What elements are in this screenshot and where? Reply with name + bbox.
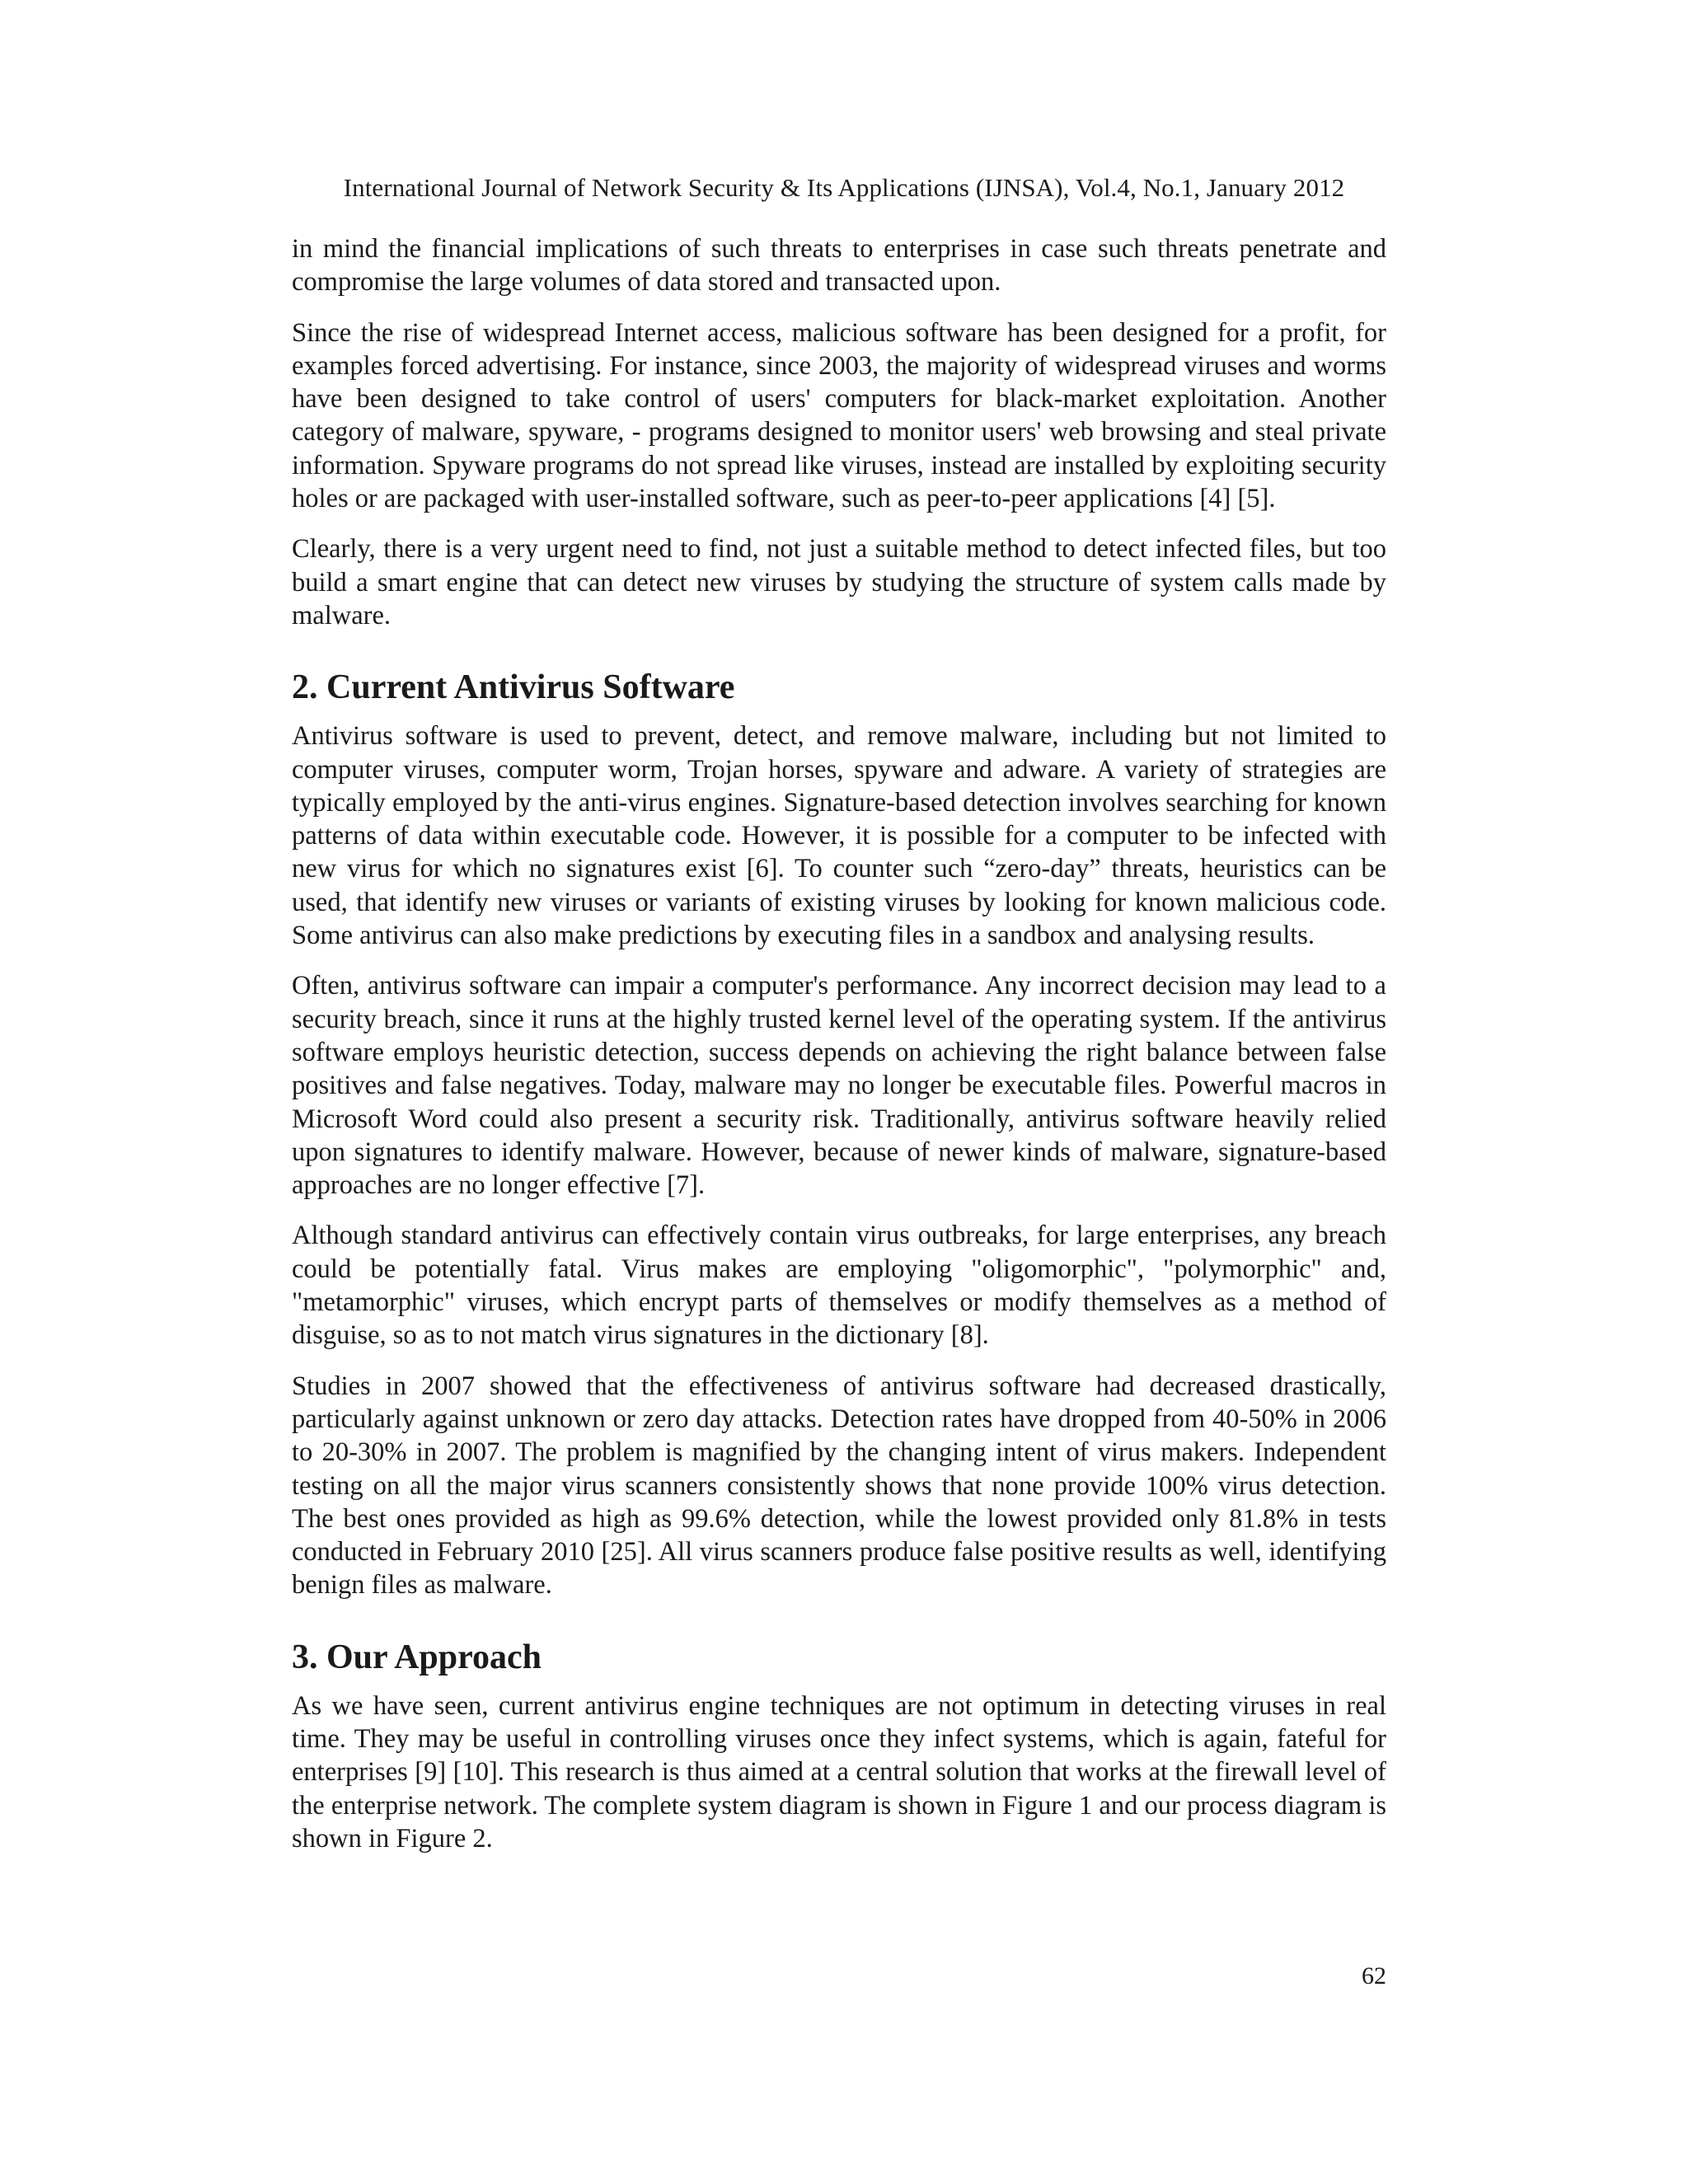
section-2-paragraph-4: Studies in 2007 showed that the effectiveness of antivirus software had decreased drastically, particularly against unknown or zero day attacks. Detection rates have dropped from 40-50% in 2006 to 20-30% in 2007. The problem is magnified by the changing intent of virus makers. Independent testing on all the major virus scanners consistently shows that none provide 100% virus detection. The best ones provided as high as 99.6% detection, while the lowest provided only 81.8% in tests conducted in February 2010 [25]. All virus scanners produce false positive results as well, identifying benign files as malware.	[292, 1371, 1386, 1601]
page-body	[292, 232, 1386, 1872]
section-2-paragraph-1: Antivirus software is used to prevent, detect, and remove malware, including but not limited to computer viruses, computer worm, Trojan horses, spyware and adware. A variety of strategies are typically employed by the anti-virus engines. Signature-based detection involves searching for known patterns of data within executable code. However, it is possible for a computer to be infected with new virus for which no signatures exist [6]. To counter such “zero-day” threats, heuristics can be used, that identify new viruses or variants of existing viruses by looking for known malicious code. Some antivirus can also make predictions by executing files in a sandbox and analysing results.	[292, 721, 1386, 951]
section-2-paragraph-2: Often, antivirus software can impair a computer's performance. Any incorrect decision may lead to a security breach, since it runs at the highly trusted kernel level of the operating system. If the antivirus software employs heuristic detection, success depends on achieving the right balance between false positives and false negatives. Today, malware may no longer be executable files. Powerful macros in Microsoft Word could also present a security risk. Traditionally, antivirus software heavily relied upon signatures to identify malware. However, because of newer kinds of malware, signature-based approaches are no longer effective [7].	[292, 971, 1386, 1201]
section-2-heading: 2. Current Antivirus Software	[292, 668, 735, 707]
intro-paragraph-1: in mind the financial implications of such threats to enterprises in case such threats penetrate and compromise the large volumes of data stored and transacted upon.	[292, 234, 1386, 298]
page-number: 62	[1362, 1962, 1386, 1990]
intro-paragraph-2: Since the rise of widespread Internet access, malicious software has been designed for a profit, for examples forced advertising. For instance, since 2003, the majority of widespread viruses and worms have been designed to take control of users' computers for black-market exploitation. Another category of malware, spyware, - programs designed to monitor users' web browsing and steal private information. Spyware programs do not spread like viruses, instead are installed by exploiting security holes or are packaged with user-installed software, such as peer-to-peer applications [4] [5].	[292, 317, 1386, 514]
section-3-paragraph-1: As we have seen, current antivirus engine techniques are not optimum in detecting viruses in real time. They may be useful in controlling viruses once they infect systems, which is again, fateful for enterprises [9] [10]. This research is thus aimed at a central solution that works at the firewall level of the enterprise network. The complete system diagram is shown in Figure 1 and our process diagram is shown in Figure 2.	[292, 1690, 1386, 1854]
section-3-heading: 3. Our Approach	[292, 1638, 542, 1676]
section-2-paragraph-3: Although standard antivirus can effectively contain virus outbreaks, for large enterprises, any breach could be potentially fatal. Virus makes are employing "oligomorphic", "polymorphic" and, "metamorphic" viruses, which encrypt parts of themselves or modify themselves as a method of disguise, so as to not match virus signatures in the dictionary [8].	[292, 1221, 1386, 1351]
intro-paragraph-3: Clearly, there is a very urgent need to find, not just a suitable method to detect infected files, but too build a smart engine that can detect new viruses by studying the structure of system calls made by malware.	[292, 534, 1386, 630]
running-header: International Journal of Network Security & Its Applications (IJNSA), Vol.4, No.1, January 2012	[343, 173, 1345, 202]
